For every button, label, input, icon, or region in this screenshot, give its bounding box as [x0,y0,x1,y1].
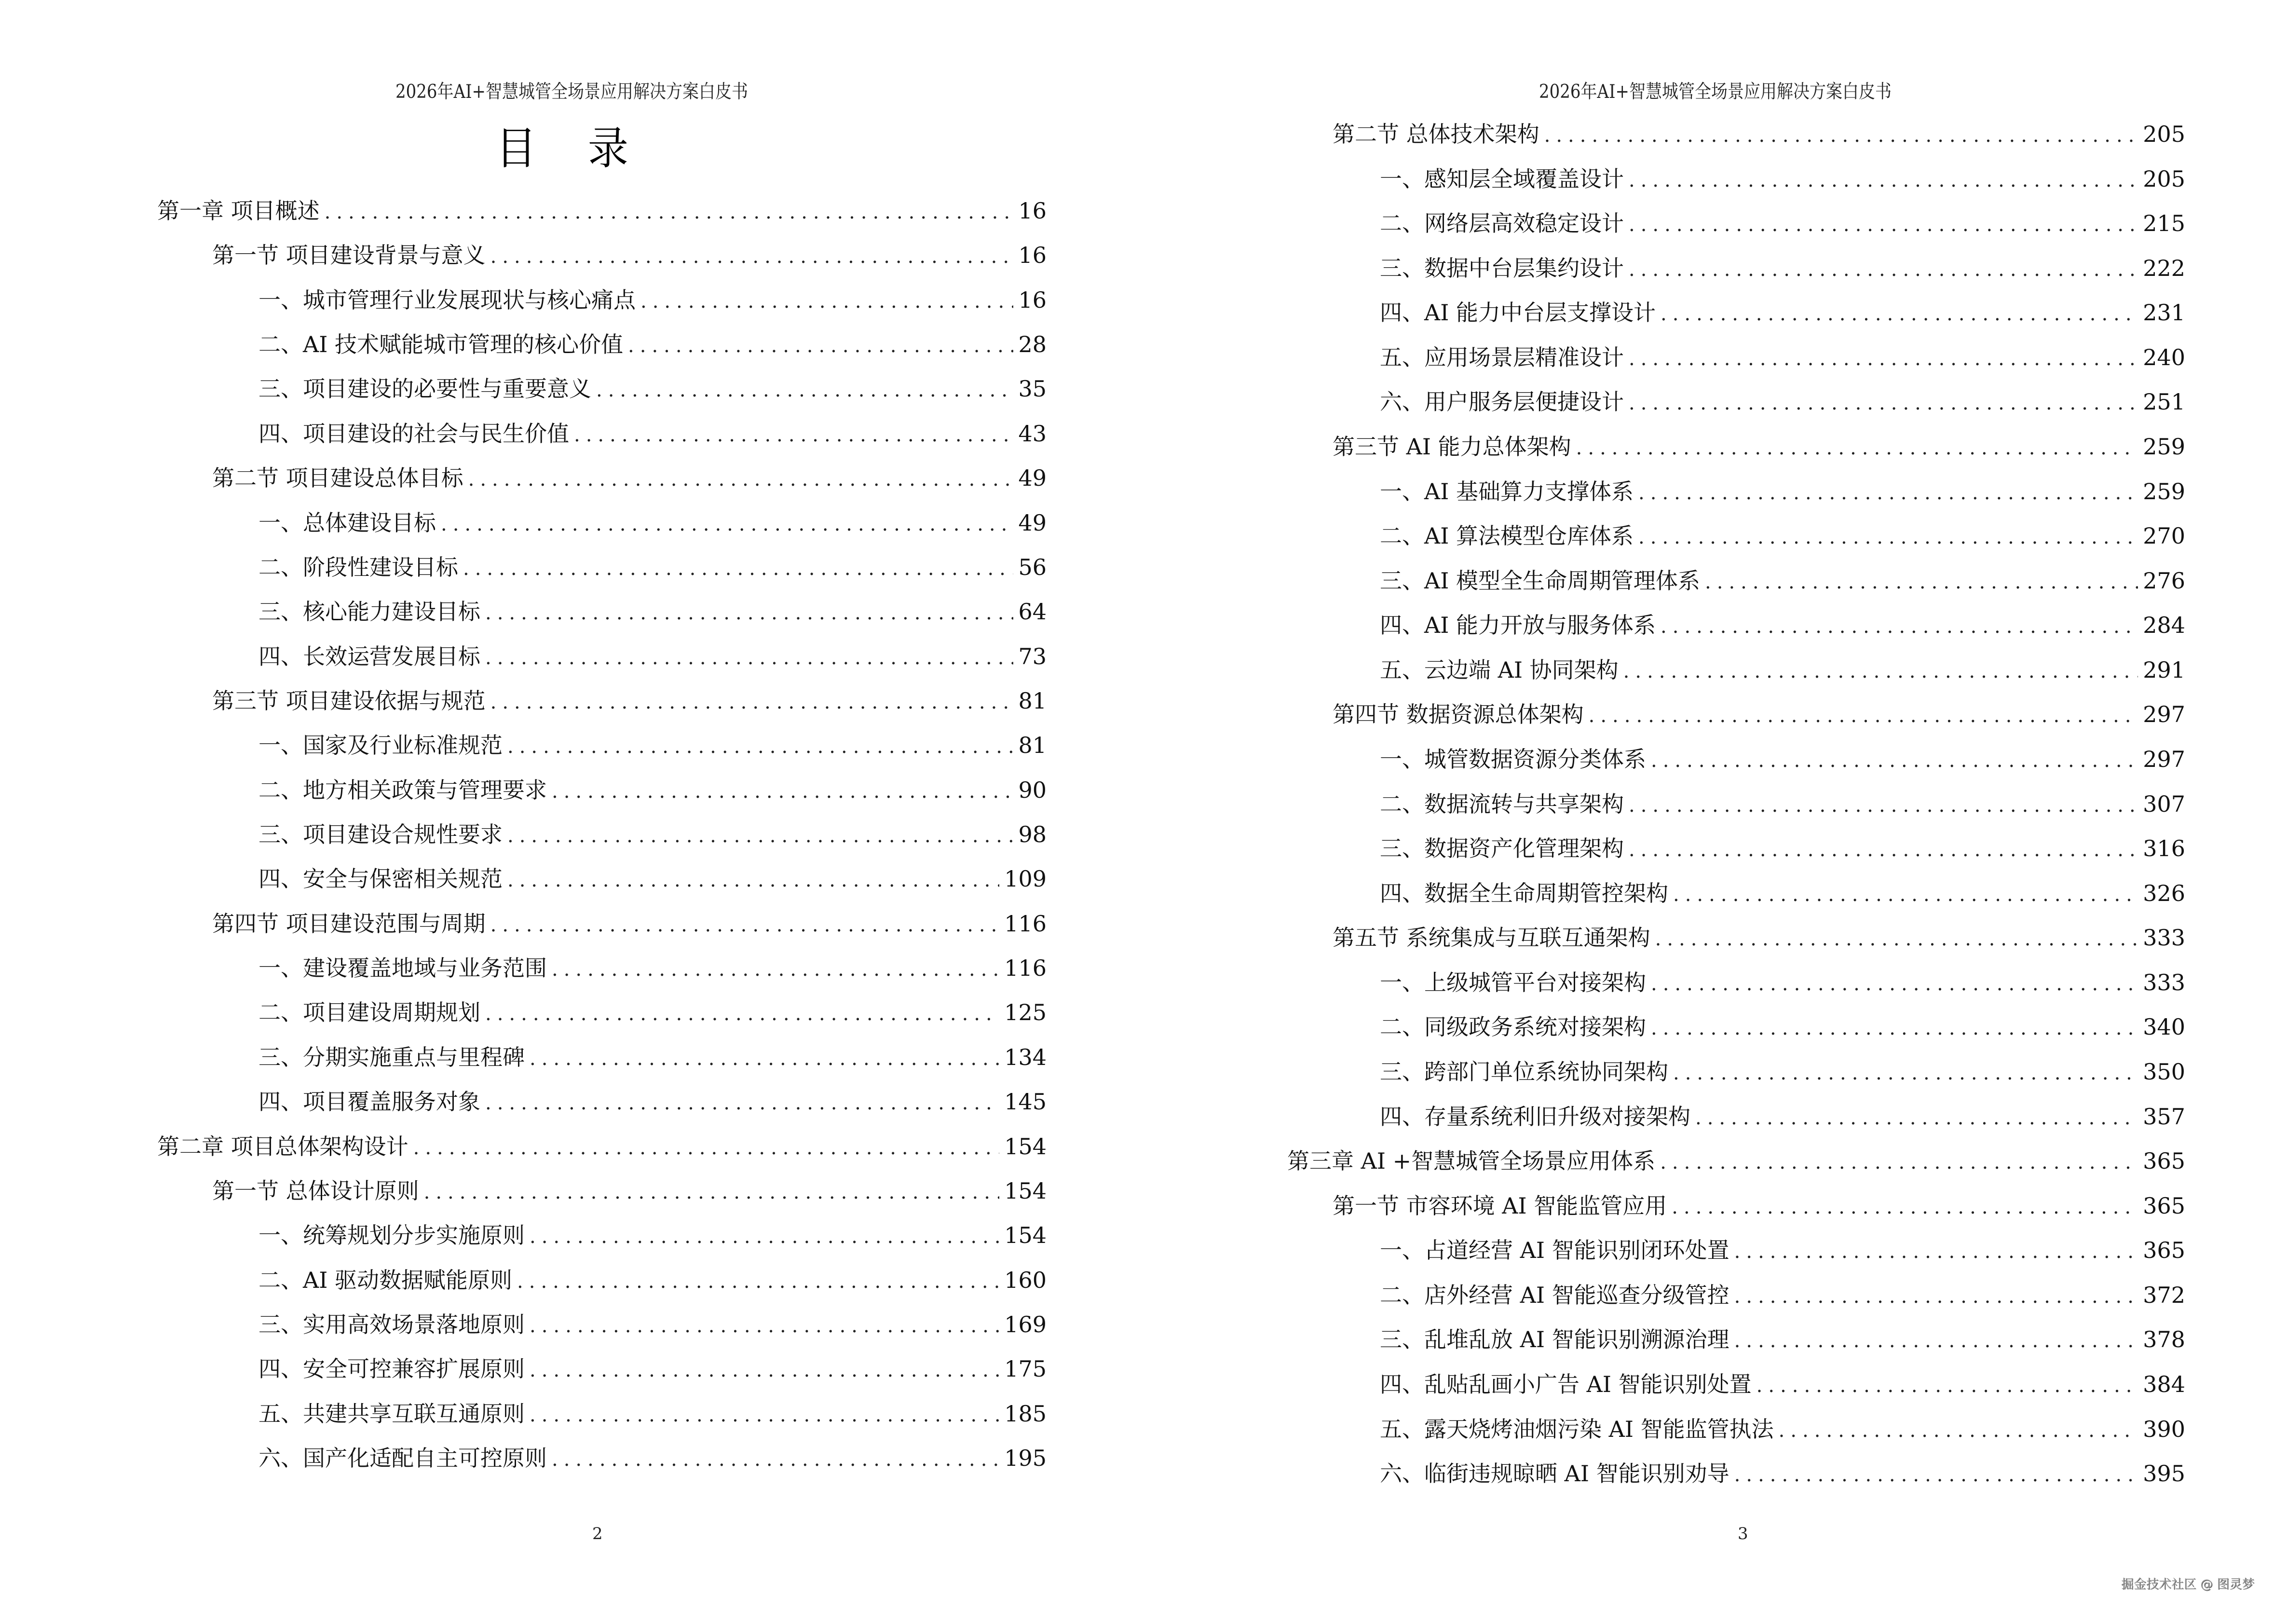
toc-entry-item[interactable] [1380,834,2185,863]
toc-entry-item[interactable] [1380,611,2185,640]
toc-entry-label: 四、长效运营发展目标 [259,643,480,669]
running-header: 2026年AI+智慧城管全场景应用解决方案白皮书 [395,81,748,103]
toc-entry-label: 六、临街违规晾晒 AI 智能识别劝导 [1380,1460,1729,1487]
toc-entry-page-number: 372 [2143,1282,2185,1308]
toc-entry-item[interactable] [259,419,1047,448]
toc-entry-page-number: 291 [2143,656,2185,683]
toc-entry-item[interactable] [259,642,1047,671]
toc-entry-item[interactable] [1380,343,2185,372]
toc-entry-page-number: 116 [1004,955,1047,982]
toc-entry-item[interactable] [259,954,1047,983]
dot-leader [1660,1148,2138,1177]
toc-entry-label: 二、地方相关政策与管理要求 [259,777,547,803]
toc-entry-item[interactable] [1380,164,2185,193]
dot-leader [468,465,1014,494]
toc-entry-label: 一、AI 基础算力支撑体系 [1380,478,1634,505]
toc-entry-label: 二、数据流转与共享架构 [1380,791,1624,817]
dot-leader [574,421,1013,450]
dot-leader [485,599,1013,628]
dot-leader [1734,1460,2138,1489]
dot-leader [530,1044,999,1073]
dot-leader [1638,523,2138,552]
dot-leader [490,688,1014,717]
toc-entry-page-number: 35 [1018,376,1047,402]
toc-entry-label: 四、项目建设的社会与民生价值 [259,420,569,447]
toc-entry-page-number: 185 [1004,1400,1047,1427]
toc-entry-label: 第二章 项目总体架构设计 [157,1133,408,1160]
dot-leader [1672,1193,2138,1222]
dot-leader [1638,478,2138,507]
toc-entry-item[interactable] [259,1266,1047,1295]
toc-entry-section[interactable] [212,464,1047,492]
dot-leader [1661,300,2138,328]
toc-entry-label: 一、统筹规划分步实施原则 [259,1222,525,1249]
toc-entry-page-number: 297 [2143,746,2185,772]
toc-entry-label: 一、建设覆盖地域与业务范围 [259,955,547,982]
toc-entry-label: 二、阶段性建设目标 [259,554,458,580]
toc-entry-item[interactable] [1380,1281,2185,1310]
toc-entry-item[interactable] [259,998,1047,1027]
toc-entry-item[interactable] [259,553,1047,582]
toc-entry-item[interactable] [1380,477,2185,506]
toc-entry-item[interactable] [1380,1459,2185,1488]
dot-leader [1673,1059,2138,1088]
dot-leader [1576,434,2138,463]
toc-entry-label: 三、分期实施重点与里程碑 [259,1044,525,1070]
toc-entry-item[interactable] [1380,1236,2185,1265]
toc-entry-page-number: 64 [1018,599,1047,625]
toc-entry-label: 第三节 项目建设依据与规范 [212,687,486,714]
dot-leader [517,1267,999,1296]
toc-entry-page-number: 251 [2143,389,2185,415]
toc-entry-page-number: 205 [2143,165,2185,192]
toc-entry-label: 第一节 项目建设背景与意义 [212,242,486,269]
dot-leader [1629,389,2138,418]
dot-leader [552,1445,999,1474]
toc-entry-label: 三、数据中台层集约设计 [1380,255,1624,281]
toc-entry-label: 二、AI 算法模型仓库体系 [1380,523,1634,549]
toc-entry-label: 五、应用场景层精准设计 [1380,344,1624,370]
toc-entry-label: 二、店外经营 AI 智能巡查分级管控 [1380,1282,1729,1308]
toc-entry-label: 三、跨部门单位系统协同架构 [1380,1058,1668,1085]
toc-entry-item[interactable] [1380,1012,2185,1041]
page-number: 2 [592,1524,603,1543]
toc-entry-page-number: 333 [2143,969,2185,996]
toc-entry-item[interactable] [1380,254,2185,283]
toc-entry-label: 三、项目建设合规性要求 [259,821,503,848]
dot-leader [640,287,1013,316]
toc-entry-label: 第五节 系统集成与互联互通架构 [1333,925,1650,951]
toc-entry-label: 二、项目建设周期规划 [259,999,480,1026]
toc-entry-item[interactable] [259,731,1047,760]
page-number: 3 [1738,1524,1748,1543]
dot-leader [485,999,999,1028]
dot-leader [1651,1014,2138,1043]
toc-entry-section[interactable] [1333,923,2185,952]
toc-entry-item[interactable] [1380,879,2185,908]
toc-entry-page-number: 49 [1018,465,1047,491]
toc-entry-label: 二、同级政务系统对接架构 [1380,1014,1646,1040]
dot-leader [485,1089,999,1118]
toc-entry-item[interactable] [1380,790,2185,819]
toc-entry-item[interactable] [259,776,1047,805]
toc-entry-label: 一、感知层全域覆盖设计 [1380,165,1624,192]
toc-entry-page-number: 205 [2143,121,2185,147]
toc-entry-section[interactable] [212,686,1047,715]
toc-entry-chapter[interactable] [1287,1146,2185,1175]
toc-entry-item[interactable] [259,1399,1047,1428]
toc-entry-item[interactable] [1380,1325,2185,1354]
toc-entry-item[interactable] [259,597,1047,626]
dot-leader [441,510,1013,539]
dot-leader [530,1222,999,1251]
dot-leader [1734,1282,2138,1311]
dot-leader [1705,568,2138,597]
dot-leader [1629,255,2138,284]
dot-leader [1695,1104,2138,1133]
toc-entry-label: 六、国产化适配自主可控原则 [259,1445,547,1472]
toc-entry-item[interactable] [259,1444,1047,1473]
toc-entry-page-number: 316 [2143,835,2185,862]
toc-entry-page-number: 154 [1004,1222,1047,1249]
toc-entry-item[interactable] [1380,1415,2185,1444]
toc-entry-page-number: 116 [1004,910,1047,937]
toc-entry-page-number: 307 [2143,791,2185,817]
dot-leader [1623,657,2138,686]
toc-entry-section[interactable] [1333,1191,2185,1220]
toc-entry-item[interactable] [1380,1102,2185,1131]
toc-entry-page-number: 365 [2143,1148,2185,1174]
watermark: 掘金技术社区 @ 图灵梦 [2121,1577,2255,1592]
dot-leader [1734,1237,2138,1266]
toc-entry-page-number: 160 [1004,1267,1047,1293]
dot-leader [1629,791,2138,820]
toc-entry-item[interactable] [1380,521,2185,550]
toc-entry-item[interactable] [1380,655,2185,684]
dot-leader [507,732,1013,761]
toc-entry-label: 五、共建共享互联互通原则 [259,1400,525,1427]
toc-entry-label: 一、上级城管平台对接架构 [1380,969,1646,996]
dot-leader [1629,344,2138,373]
toc-entry-item[interactable] [1380,566,2185,595]
toc-entry-item[interactable] [259,1221,1047,1250]
toc-entry-page-number: 81 [1018,732,1047,759]
toc-entry-page-number: 215 [2143,210,2185,237]
toc-entry-page-number: 365 [2143,1192,2185,1219]
toc-entry-item[interactable] [259,820,1047,849]
toc-entry-item[interactable] [259,508,1047,537]
toc-entry-label: 第四节 数据资源总体架构 [1333,701,1584,728]
toc-entry-page-number: 49 [1018,509,1047,536]
dot-leader [530,1401,999,1430]
dot-leader [1629,835,2138,864]
toc-entry-label: 第三章 AI +智慧城管全场景应用体系 [1287,1148,1656,1174]
toc-entry-label: 五、露天烧烤油烟污染 AI 智能监管执法 [1380,1416,1774,1442]
dot-leader [1589,701,2138,730]
toc-entry-item[interactable] [1380,209,2185,238]
toc-entry-label: 四、AI 能力开放与服务体系 [1380,612,1656,639]
dot-leader [552,955,999,984]
toc-entry-item[interactable] [259,1043,1047,1072]
toc-entry-item[interactable] [259,374,1047,403]
toc-entry-label: 三、核心能力建设目标 [259,599,480,625]
toc-entry-label: 一、国家及行业标准规范 [259,732,503,759]
toc-entry-label: 第一节 总体设计原则 [212,1177,419,1204]
dot-leader [325,198,1014,227]
toc-entry-item[interactable] [259,330,1047,359]
dot-leader [1651,969,2138,998]
toc-entry-label: 三、乱堆乱放 AI 智能识别溯源治理 [1380,1326,1729,1353]
toc-entry-item[interactable] [259,1087,1047,1116]
toc-entry-page-number: 16 [1018,242,1047,269]
dot-leader [413,1133,1000,1162]
toc-entry-page-number: 326 [2143,880,2185,906]
toc-entry-label: 一、总体建设目标 [259,509,436,536]
toc-entry-label: 一、城管数据资源分类体系 [1380,746,1646,772]
toc-entry-page-number: 357 [2143,1103,2185,1130]
toc-entry-section[interactable] [1333,700,2185,729]
dot-leader [552,777,1013,806]
dot-leader [530,1311,999,1340]
running-header: 2026年AI+智慧城管全场景应用解决方案白皮书 [1539,81,1892,103]
toc-entry-page-number: 56 [1018,554,1047,580]
toc-entry-page-number: 154 [1004,1177,1047,1204]
dot-leader [1651,746,2138,775]
toc-entry-page-number: 73 [1018,643,1047,669]
toc-entry-item[interactable] [1380,968,2185,997]
toc-entry-page-number: 28 [1018,331,1047,358]
toc-entry-page-number: 395 [2143,1460,2185,1487]
toc-entry-page-number: 109 [1004,866,1047,892]
toc-entry-label: 二、AI 技术赋能城市管理的核心价值 [259,331,624,358]
toc-entry-section[interactable] [212,241,1047,270]
toc-entry-label: 四、安全与保密相关规范 [259,866,503,892]
toc-entry-label: 第三节 AI 能力总体架构 [1333,433,1571,460]
dot-leader [1673,880,2138,909]
toc-entry-label: 二、AI 驱动数据赋能原则 [259,1267,513,1293]
toc-entry-page-number: 175 [1004,1356,1047,1382]
toc-entry-label: 第二节 项目建设总体目标 [212,465,463,491]
toc-entry-page-number: 390 [2143,1416,2185,1442]
dot-leader [490,911,1000,940]
toc-entry-page-number: 81 [1018,687,1047,714]
toc-entry-item[interactable] [1380,1370,2185,1399]
toc-entry-item[interactable] [1380,745,2185,774]
toc-entry-page-number: 284 [2143,612,2185,639]
toc-entry-page-number: 378 [2143,1326,2185,1353]
toc-entry-page-number: 145 [1004,1089,1047,1115]
toc-entry-page-number: 169 [1004,1311,1047,1337]
right-page [1144,0,2287,1624]
toc-entry-label: 一、占道经营 AI 智能识别闭环处置 [1380,1237,1729,1264]
toc-entry-page-number: 340 [2143,1014,2185,1040]
toc-entry-label: 四、存量系统利旧升级对接架构 [1380,1103,1690,1130]
toc-entry-label: 二、网络层高效稳定设计 [1380,210,1624,237]
dot-leader [1629,210,2138,239]
toc-entry-page-number: 259 [2143,478,2185,505]
toc-title: 目 录 [496,122,648,175]
toc-entry-label: 五、云边端 AI 协同架构 [1380,656,1619,683]
toc-entry-page-number: 222 [2143,255,2185,281]
dot-leader [463,554,1013,583]
toc-entry-label: 四、安全可控兼容扩展原则 [259,1356,525,1382]
toc-entry-page-number: 98 [1018,821,1047,848]
toc-entry-label: 六、用户服务层便捷设计 [1380,389,1624,415]
toc-entry-page-number: 154 [1004,1133,1047,1160]
toc-entry-label: 四、项目覆盖服务对象 [259,1089,480,1115]
dot-leader [507,866,999,895]
toc-entry-label: 四、AI 能力中台层支撑设计 [1380,300,1656,326]
toc-entry-label: 四、数据全生命周期管控架构 [1380,880,1668,906]
toc-entry-label: 三、实用高效场景落地原则 [259,1311,525,1337]
toc-entry-label: 第一章 项目概述 [157,198,320,224]
dot-leader [1629,166,2138,195]
toc-entry-page-number: 259 [2143,433,2185,460]
toc-entry-page-number: 350 [2143,1058,2185,1085]
toc-entry-chapter[interactable] [157,1132,1047,1161]
toc-entry-section[interactable] [212,1176,1047,1205]
dot-leader [1544,121,2138,150]
toc-entry-page-number: 276 [2143,567,2185,594]
toc-entry-page-number: 384 [2143,1371,2185,1397]
toc-entry-page-number: 231 [2143,300,2185,326]
dot-leader [1655,925,2138,954]
toc-entry-page-number: 43 [1018,420,1047,447]
dot-leader [596,376,1013,405]
toc-entry-item[interactable] [1380,1057,2185,1086]
toc-entry-item[interactable] [259,1354,1047,1383]
toc-entry-page-number: 90 [1018,777,1047,803]
toc-entry-label: 四、乱贴乱画小广告 AI 智能识别处置 [1380,1371,1752,1397]
toc-entry-label: 三、项目建设的必要性与重要意义 [259,376,591,402]
dot-leader [1756,1371,2138,1400]
toc-entry-item[interactable] [1380,387,2185,416]
toc-entry-item[interactable] [259,864,1047,893]
toc-entry-page-number: 270 [2143,523,2185,549]
toc-entry-page-number: 125 [1004,999,1047,1026]
dot-leader [1734,1326,2138,1355]
toc-entry-section[interactable] [1333,120,2185,149]
dot-leader [1661,612,2138,641]
dot-leader [628,331,1013,360]
toc-entry-section[interactable] [1333,432,2185,461]
toc-entry-page-number: 240 [2143,344,2185,370]
toc-entry-label: 三、数据资产化管理架构 [1380,835,1624,862]
toc-entry-label: 第一节 市容环境 AI 智能监管应用 [1333,1192,1667,1219]
dot-leader [424,1178,1000,1207]
toc-entry-label: 第二节 总体技术架构 [1333,121,1539,147]
toc-entry-label: 第四节 项目建设范围与周期 [212,910,486,937]
dot-leader [490,242,1014,271]
toc-entry-page-number: 16 [1018,287,1047,313]
toc-entry-page-number: 333 [2143,925,2185,951]
toc-entry-page-number: 297 [2143,701,2185,728]
dot-leader [1779,1416,2138,1445]
toc-entry-page-number: 195 [1004,1445,1047,1472]
toc-entry-label: 三、AI 模型全生命周期管理体系 [1380,567,1701,594]
toc-entry-page-number: 134 [1004,1044,1047,1070]
toc-entry-page-number: 365 [2143,1237,2185,1264]
dot-leader [485,643,1013,672]
toc-entry-item[interactable] [1380,298,2185,327]
toc-entry-section[interactable] [212,909,1047,938]
dot-leader [507,821,1013,850]
toc-entry-item[interactable] [259,1310,1047,1339]
toc-entry-page-number: 16 [1018,198,1047,224]
toc-entry-item[interactable] [259,286,1047,314]
toc-entry-label: 一、城市管理行业发展现状与核心痛点 [259,287,636,313]
dot-leader [530,1356,999,1385]
toc-entry-chapter[interactable] [157,196,1047,225]
